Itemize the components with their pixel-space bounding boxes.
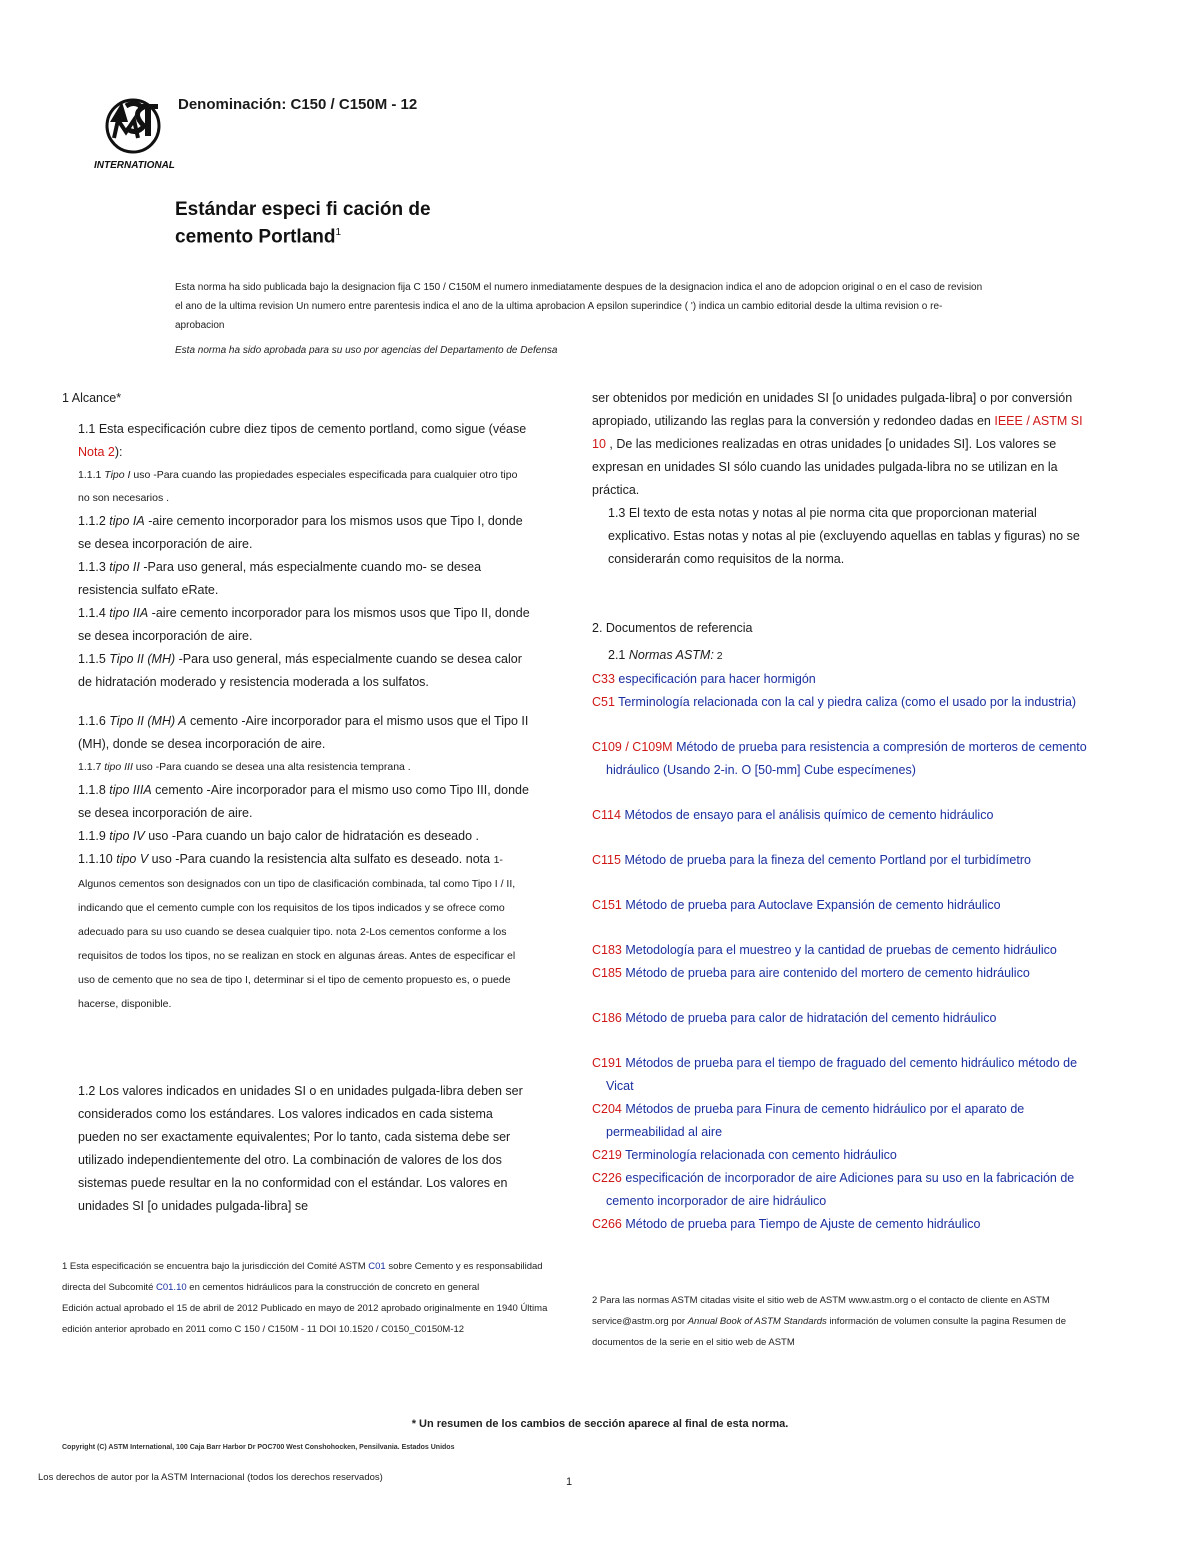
reference-title: Métodos de prueba para Finura de cemento hidráulico por el aparato de permeabilidad al aire — [606, 1102, 1025, 1139]
reference-title: Método de prueba para la fineza del cemento Portland por el turbidímetro — [620, 853, 1031, 867]
subsection-astm-standards: 2.1 Normas ASTM: 2 — [608, 648, 723, 662]
reference-title: Metodología para el muestreo y la cantidad de pruebas de cemento hidráulico — [621, 943, 1057, 957]
reference-item[interactable] — [592, 962, 1092, 985]
note-2-link[interactable]: Nota 2 — [78, 445, 115, 459]
reference-item[interactable] — [592, 1144, 1092, 1167]
ieee-astm-si10-link[interactable]: IEEE / ASTM SI 10 — [592, 414, 1083, 451]
footnote-2: 2 Para las normas ASTM citadas visite el sitio web de ASTM www.astm.org o el contacto de cliente en ASTM service@astm.org por Annual Book of ASTM Standards información de volumen consulte la pagina Resumen de documentos de la serie en el sitio web de ASTM — [592, 1295, 1066, 1348]
reference-code[interactable]: C266 — [592, 1217, 622, 1231]
reference-item[interactable] — [592, 668, 1092, 691]
reference-item[interactable] — [592, 1052, 1092, 1098]
para-1-3: 1.3 El texto de esta notas y notas al pie norma cita que proporcionan material explicativo. Estas notas y notas al pie (excluyendo aquellas en tablas y figuras) no se considerarán como requisitos de la norma. — [608, 506, 1080, 566]
type-1: 1.1.1 Tipo I uso -Para cuando las propiedades especiales especificada para cualquier otro tipo no son necesarios . — [78, 469, 518, 504]
copyright: Copyright (C) ASTM International, 100 Caja Barr Harbor Dr POC700 West Conshohocken, Pensilvania. Estados Unidos — [62, 1444, 455, 1451]
reference-title: Terminología relacionada con cemento hidráulico — [621, 1148, 897, 1162]
reference-code[interactable]: C183 — [592, 943, 622, 957]
left-column — [62, 387, 532, 1218]
footnote-1: 1 Esta especificación se encuentra bajo la jurisdicción del Comité ASTM C01 sobre Cemento y es responsabilidad directa del Subcomité C01.10 en cementos hidráulicos para la construcción de concreto en general Edición actual aprobado el 15 de abril de 2012 Publicado en mayo de 2012 aprobado originalmente en 1940 Última edición anterior aprobado en 2011 como C 150 / C150M - 11 DOI 10.1520 / C0150_C0150M-12 — [62, 1256, 550, 1340]
para-1-2: 1.2 Los valores indicados en unidades SI o en unidades pulgada-libra deben ser considerados como los estándares. Los valores indicados en cada sistema pueden no ser exactamente equivalentes; Por lo tanto, cada sistema debe ser utilizado independientemente del otro. La combinación de valores de los dos sistemas puede resultar en la no conformidad con el estándar. Los valores en unidades SI [o unidades pulgada-libra] se — [78, 1084, 523, 1213]
reference-code[interactable]: C33 — [592, 672, 615, 686]
title-footnote-mark: 1 — [335, 227, 342, 238]
title-line-1: Estándar especi fi cación de — [175, 199, 431, 220]
para-1-2-cont: ser obtenidos por medición en unidades SI [o unidades pulgada-libra] o por conversión apropiado, utilizando las reglas para la conversión y redondeo dadas en IEEE / ASTM SI 10 , De las mediciones realizadas en otras unidades [o unidades SI]. Los valores se expresan en unidades SI sólo cuando las unidades pulgada-libra no se utilizan en la práctica. — [592, 391, 1083, 497]
reference-item[interactable] — [592, 1167, 1092, 1213]
reference-code[interactable]: C226 — [592, 1171, 622, 1185]
reference-code[interactable]: C186 — [592, 1011, 622, 1025]
para-1-1: 1.1 Esta especificación cubre diez tipos de cemento portland, como sigue (véase Nota 2): — [78, 422, 527, 459]
reference-title: Método de prueba para aire contenido del mortero de cemento hidráulico — [621, 966, 1030, 980]
reference-code[interactable]: C109 / C109M — [592, 740, 673, 754]
reference-title: Métodos de prueba para el tiempo de fraguado del cemento hidráulico método de Vicat — [606, 1056, 1078, 1093]
astm-logo — [88, 92, 188, 172]
reference-title: Métodos de ensayo para el análisis químico de cemento hidráulico — [620, 808, 994, 822]
type-5: 1.1.10 tipo V uso -Para cuando la resistencia alta sulfato es deseado. nota 1-Algunos cementos son designados con un tipo de clasificación combinada, tal como Tipo I / II, indicando que el cemento cumple con los requisitos de los tipos indicados y se ofrece como adecuado para su uso cuando se desea cualquier tipo. nota 2-Los cementos conforme a los requisitos de todos los tipos, no se realizan en stock en algunas áreas. Antes de especificar el uso de cemento que no sea de tipo I, determinar si el tipo de cemento propuesto es, o puede hacerse, disponible. — [78, 852, 516, 1010]
reference-code[interactable]: C51 — [592, 695, 615, 709]
reference-code[interactable]: C219 — [592, 1148, 622, 1162]
reference-title: especificación de incorporador de aire Adiciones para su uso en la fabricación de cemento incorporador de aire hidráulico — [606, 1171, 1075, 1208]
reference-title: Método de prueba para Tiempo de Ajuste de cemento hidráulico — [621, 1217, 981, 1231]
reference-item[interactable] — [592, 1007, 1092, 1030]
c01-link[interactable]: C01 — [368, 1261, 386, 1272]
reference-item[interactable] — [592, 939, 1092, 962]
reference-item[interactable] — [592, 691, 1092, 714]
svg-text:INTERNATIONAL: INTERNATIONAL — [94, 160, 175, 171]
reference-title: especificación para hacer hormigón — [614, 672, 816, 686]
reference-title: Método de prueba para resistencia a compresión de morteros de cemento hidráulico (Usando 2-in. O [50-mm] Cube especímenes) — [606, 740, 1087, 777]
type-3: 1.1.7 tipo III uso -Para cuando se desea una alta resistencia temprana . — [78, 761, 411, 773]
reference-item[interactable] — [592, 804, 1092, 827]
reference-item[interactable] — [592, 1098, 1092, 1144]
right-column — [592, 387, 1092, 1236]
reference-item[interactable] — [592, 849, 1092, 872]
reference-code[interactable]: C191 — [592, 1056, 622, 1070]
designation: Denominación: C150 / C150M - 12 — [178, 96, 418, 113]
reference-title: Método de prueba para calor de hidratación del cemento hidráulico — [621, 1011, 997, 1025]
reference-code[interactable]: C115 — [592, 853, 621, 867]
type-2a: 1.1.4 tipo IIA -aire cemento incorporador para los mismos usos que Tipo II, donde se desea incorporación de aire. — [78, 606, 530, 643]
reference-item[interactable] — [592, 1213, 1092, 1236]
reference-code[interactable]: C204 — [592, 1102, 622, 1116]
reference-title: Terminología relacionada con la cal y piedra caliza (como el usado por la industria) — [614, 695, 1077, 709]
document-title — [175, 198, 431, 248]
reference-title: Método de prueba para Autoclave Expansión de cemento hidráulico — [621, 898, 1001, 912]
title-line-2: cemento Portland$^1$ — [175, 226, 342, 248]
type-2: 1.1.3 tipo II -Para uso general, más especialmente cuando mo- se desea resistencia sulfato eRate. — [78, 560, 482, 597]
type-3a: 1.1.8 tipo IIIA cemento -Aire incorporador para el mismo uso como Tipo III, donde se desea incorporación de aire. — [78, 783, 529, 820]
c01-10-link[interactable]: C01.10 — [156, 1282, 187, 1293]
section-heading-scope: 1 Alcance* — [62, 391, 122, 405]
astm-logo-icon — [88, 92, 188, 172]
section-heading-references: 2. Documentos de referencia — [592, 621, 753, 635]
dod-approval: Esta norma ha sido aprobada para su uso por agencias del Departamento de Defensa — [175, 345, 558, 356]
note-2: 2-Los cementos conforme a los requisitos de todos los tipos, no se realizan en stock en algunas áreas. Antes de especificar el uso de cemento que no sea de tipo I, determinar si el tipo de cemento propuesto es, o puede hacerse, disponible. — [78, 926, 516, 1010]
reference-item[interactable] — [592, 894, 1092, 917]
note-1: 1-Algunos cementos son designados con un tipo de clasificación combinada, tal como Tipo I / II, indicando que el cemento cumple con los requisitos de los tipos indicados y se ofrece como adecuado para su uso cuando se desea cualquier tipo. nota — [78, 854, 516, 938]
page-number: 1 — [566, 1476, 573, 1488]
type-4: 1.1.9 tipo IV uso -Para cuando un bajo calor de hidratación es deseado . — [78, 829, 479, 843]
reference-code[interactable]: C114 — [592, 808, 621, 822]
type-2-mh-a: 1.1.6 Tipo II (MH) A cemento -Aire incorporador para el mismo usos que el Tipo II (MH), donde se desea incorporación de aire. — [78, 714, 529, 751]
reference-list — [592, 668, 1092, 1236]
intro-text: Esta norma ha sido publicada bajo la designacion fija C 150 / C150M el numero inmediatamente despues de la designacion indica el ano de adopcion original o en el caso de revision el ano de la ultima revision Un numero entre parentesis indica el ano de la ultima aprobacion A epsilon superindice ( ') indica un cambio editorial desde la ultima revision o re-aprobacion — [175, 282, 983, 331]
type-2-mh: 1.1.5 Tipo II (MH) -Para uso general, más especialmente cuando se desea calor de hidratación moderado y resistencia moderada a los sulfatos. — [78, 652, 522, 689]
summary-note: * Un resumen de los cambios de sección aparece al final de esta norma. — [411, 1418, 789, 1430]
type-1a: 1.1.2 tipo IA -aire cemento incorporador para los mismos usos que Tipo I, donde se desea incorporación de aire. — [78, 514, 523, 551]
reference-code[interactable]: C151 — [592, 898, 622, 912]
rights-notice: Los derechos de autor por la ASTM Internacional (todos los derechos reservados) — [38, 1472, 383, 1483]
footnote-1-edition: Edición actual aprobado el 15 de abril de 2012 Publicado en mayo de 2012 aprobado originalmente en 1940 Última edición anterior aprobado en 2011 como C 150 / C150M - 11 DOI 10.1520 / C0150_C0150M-12 — [62, 1303, 548, 1335]
reference-item[interactable] — [592, 736, 1092, 782]
reference-code[interactable]: C185 — [592, 966, 622, 980]
